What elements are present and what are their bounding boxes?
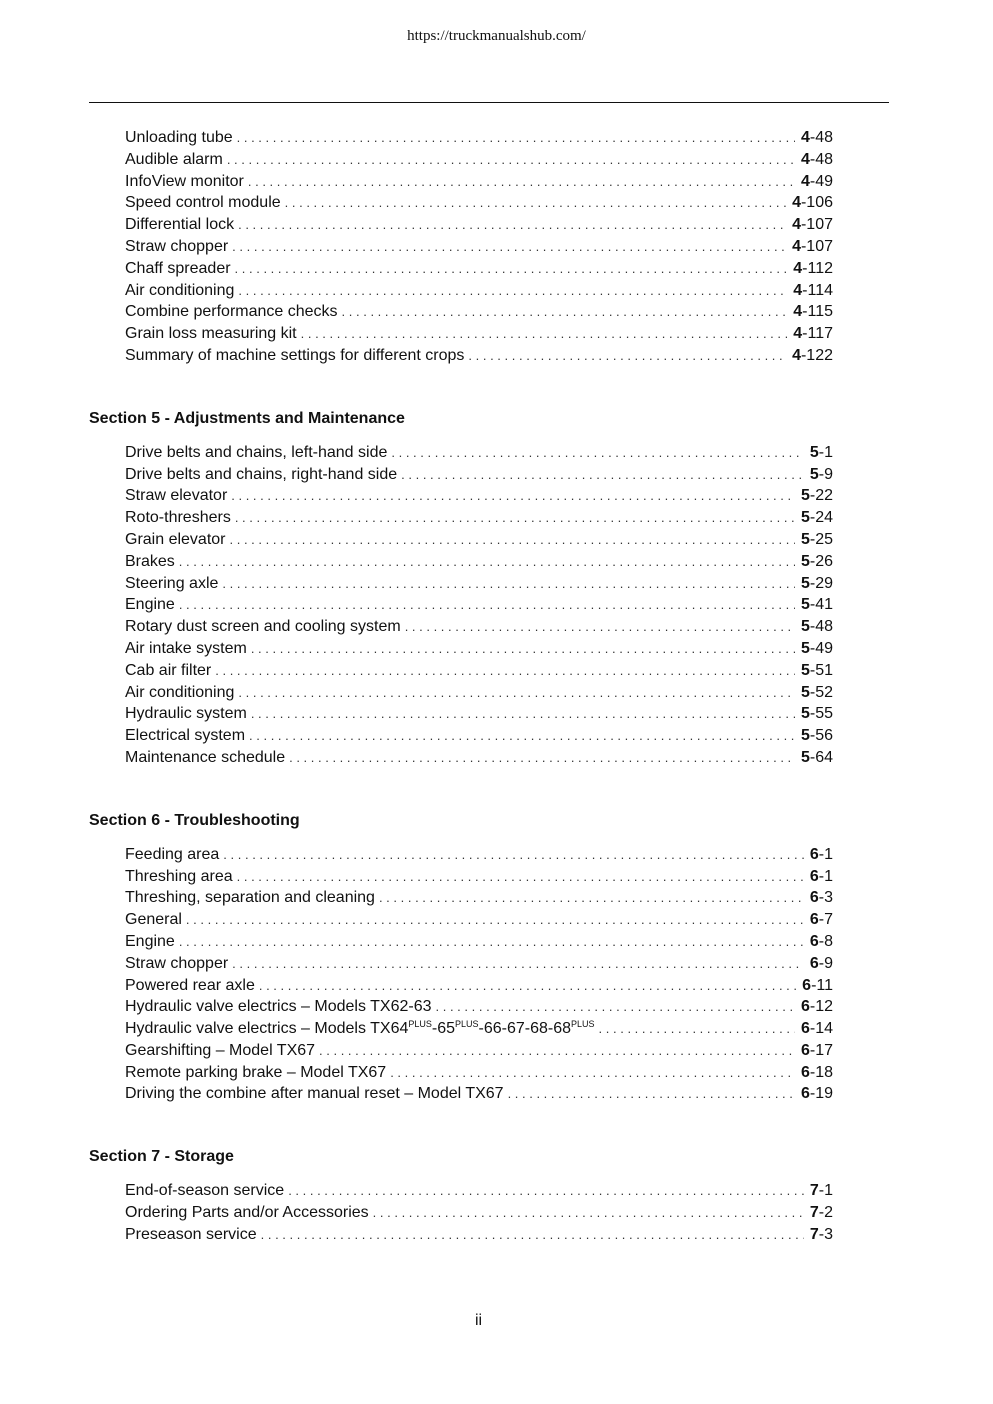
toc-entry (125, 638, 833, 660)
section7-entries (89, 1180, 833, 1245)
dot-leader (237, 127, 795, 149)
toc-entry-page: 7-3 (809, 1225, 833, 1243)
toc-entry-page: 4-117 (793, 325, 833, 343)
toc-entry (125, 594, 833, 616)
dot-leader (249, 725, 795, 747)
toc-entry-label: Gearshifting – Model TX67 (125, 1041, 316, 1059)
toc-entry (125, 703, 833, 725)
toc-entry (125, 323, 833, 345)
dot-leader (289, 747, 795, 769)
dot-leader (373, 1202, 804, 1224)
toc-entry-page: 6-17 (800, 1041, 833, 1059)
toc-entry (125, 866, 833, 888)
toc-entry-page: 4-48 (800, 129, 833, 146)
toc-entry (125, 887, 833, 909)
dot-leader (379, 887, 804, 909)
toc-entry (125, 953, 833, 975)
toc-entry (125, 214, 833, 236)
toc-entry (125, 1018, 833, 1040)
toc-entry-label: Grain elevator (125, 530, 226, 548)
toc-entry-page: 5-9 (809, 465, 833, 483)
toc-entry-label: Preseason service (125, 1225, 257, 1243)
toc-entry (125, 1040, 833, 1062)
toc-entry-page: 4-114 (793, 281, 833, 299)
toc-entry-label: Straw chopper (125, 237, 229, 255)
dot-leader (251, 638, 795, 660)
dot-leader (342, 301, 788, 323)
toc-entry (125, 507, 833, 529)
toc-entry (125, 485, 833, 507)
toc-entry-page: 5-51 (800, 661, 833, 679)
toc-entry (125, 1180, 833, 1202)
toc-entry-page: 6-14 (800, 1020, 833, 1038)
dot-leader (301, 323, 788, 345)
dot-leader (227, 149, 795, 171)
toc-entry-page: 5-26 (800, 552, 833, 570)
dot-leader (285, 192, 786, 214)
dot-leader (251, 703, 795, 725)
dot-leader (231, 485, 795, 507)
toc-entry-label: Brakes (125, 552, 175, 570)
toc-entry-page: 6-7 (809, 911, 833, 929)
toc-entry-label: Hydraulic system (125, 705, 247, 723)
dot-leader (232, 236, 786, 258)
toc-entry-label: Drive belts and chains, right-hand side (125, 465, 398, 483)
toc-entry (125, 1202, 833, 1224)
toc-entry (125, 551, 833, 573)
toc-entry (125, 258, 833, 280)
toc-entry-page: 6-18 (800, 1063, 833, 1081)
section7-title: Section 7 - Storage (89, 1148, 234, 1166)
toc-entry-label: Straw elevator (125, 487, 228, 505)
toc-entry-page: 6-12 (800, 998, 833, 1016)
dot-leader (223, 844, 804, 866)
table-of-contents (89, 127, 833, 1246)
header-rule (89, 102, 889, 103)
toc-entry (125, 616, 833, 638)
toc-entry (125, 573, 833, 595)
toc-entry-page: 7-1 (809, 1182, 833, 1200)
toc-entry-label: Engine (125, 932, 175, 950)
toc-entry-page: 4-106 (792, 194, 833, 212)
toc-entry (125, 529, 833, 551)
toc-entry-page: 5-48 (800, 618, 833, 636)
toc-entry-label: Ordering Parts and/or Accessories (125, 1204, 369, 1222)
toc-entry-label: Threshing area (125, 867, 233, 885)
toc-entry-page: 4-122 (792, 346, 833, 364)
toc-entry-page: 6-3 (809, 889, 833, 907)
dot-leader (237, 866, 804, 888)
toc-entry (125, 1062, 833, 1084)
toc-entry-page: 4-112 (793, 259, 833, 277)
section6-entries (89, 844, 833, 1106)
toc-entry-label: Combine performance checks (125, 303, 338, 321)
toc-entry (125, 660, 833, 682)
toc-entry-label: Differential lock (125, 216, 235, 234)
toc-entry (125, 747, 833, 769)
toc-entry-label: Air conditioning (125, 683, 235, 701)
dot-leader (390, 1062, 795, 1084)
toc-entry-page: 5-29 (800, 574, 833, 592)
toc-entry-page: 5-52 (800, 683, 833, 701)
page-number: ii (474, 1312, 483, 1329)
toc-entry-label: Grain loss measuring kit (125, 325, 297, 343)
toc-entry-label: Feeding area (125, 845, 220, 863)
toc-entry (125, 280, 833, 302)
dot-leader (230, 529, 795, 551)
toc-entry-label: Summary of machine settings for different crops (125, 346, 465, 364)
dot-leader (186, 909, 804, 931)
toc-entry-label: Air intake system (125, 639, 247, 657)
toc-entry-label: Hydraulic valve electrics – Models $TX64^{PLUS}-65^{PLUS}-66-67-68-68^{PLUS}$ (125, 1019, 595, 1038)
dot-leader (436, 996, 795, 1018)
toc-entry (125, 464, 833, 486)
dot-leader (288, 1180, 804, 1202)
dot-leader (248, 171, 795, 193)
toc-entry-page: 5-55 (800, 705, 833, 723)
toc-entry-page: 5-56 (800, 727, 833, 745)
section6-title: Section 6 - Troubleshooting (89, 811, 300, 829)
dot-leader (222, 573, 795, 595)
toc-entry-label: Cab air filter (125, 661, 212, 679)
toc-entry-page: 5-25 (800, 530, 833, 548)
dot-leader (405, 616, 795, 638)
toc-entry (125, 345, 833, 367)
toc-entry (125, 844, 833, 866)
toc-entry-label: End-of-season service (125, 1182, 285, 1200)
dot-leader (215, 660, 795, 682)
dot-leader (599, 1018, 795, 1040)
dot-leader (468, 345, 786, 367)
toc-entry-page: 4-115 (793, 303, 833, 321)
dot-leader (238, 280, 787, 302)
dot-leader (259, 975, 796, 997)
section5-title: Section 5 - Adjustments and Maintenance (89, 409, 405, 427)
dot-leader (238, 214, 786, 236)
toc-entry-label: Maintenance schedule (125, 748, 286, 766)
dot-leader (319, 1040, 795, 1062)
toc-entry-page: 4-48 (800, 150, 833, 168)
superscript-plus: PLUS (571, 1019, 595, 1030)
toc-entry-page: 6-9 (809, 954, 833, 972)
superscript-plus: PLUS (408, 1019, 432, 1030)
toc-entry-page: 7-2 (809, 1204, 833, 1222)
toc-entry-page: 5-41 (800, 596, 833, 614)
toc-entry-label: Audible alarm (125, 150, 223, 168)
toc-entry (125, 975, 833, 997)
toc-entry (125, 1083, 833, 1105)
toc-entry (125, 236, 833, 258)
toc-entry-label: Hydraulic valve electrics – Models TX62-63 (125, 998, 432, 1016)
toc-entry-label: General (125, 911, 182, 929)
toc-entry-page: 6-11 (802, 976, 833, 994)
toc-entry-page: 6-1 (809, 845, 833, 863)
superscript-plus: PLUS (455, 1019, 479, 1030)
toc-entry-label: InfoView monitor (125, 172, 244, 190)
toc-entry-page: 6-1 (809, 867, 833, 885)
section4-entries (89, 127, 833, 367)
toc-entry-label: Rotary dust screen and cooling system (125, 618, 401, 636)
toc-entry-page: 4-107 (792, 216, 833, 234)
toc-entry (125, 909, 833, 931)
toc-entry-page: 5-1 (809, 443, 833, 461)
toc-entry-label: Air conditioning (125, 281, 235, 299)
dot-leader (179, 931, 804, 953)
toc-entry (125, 442, 833, 464)
toc-entry-page: 5-64 (800, 748, 833, 766)
toc-entry-label: Driving the combine after manual reset – Model TX67 (125, 1085, 504, 1103)
toc-entry-label: Electrical system (125, 727, 246, 745)
toc-entry-label: Roto-threshers (125, 509, 231, 527)
toc-entry-page: 4-107 (792, 237, 833, 255)
toc-entry-label: Threshing, separation and cleaning (125, 889, 375, 907)
dot-leader (179, 551, 795, 573)
dot-leader (179, 594, 795, 616)
toc-entry (125, 192, 833, 214)
dot-leader (235, 258, 788, 280)
toc-entry-label: Drive belts and chains, left-hand side (125, 443, 388, 461)
toc-entry-label: Steering axle (125, 574, 219, 592)
toc-entry (125, 149, 833, 171)
toc-entry-label: Unloading tube (125, 129, 233, 146)
dot-leader (401, 464, 804, 486)
toc-entry-page: 5-22 (800, 487, 833, 505)
dot-leader (261, 1224, 804, 1246)
section5-entries (89, 442, 833, 769)
dot-leader (232, 953, 804, 975)
dot-leader (391, 442, 803, 464)
toc-entry (125, 301, 833, 323)
toc-entry (125, 725, 833, 747)
toc-entry-page: 6-8 (809, 932, 833, 950)
toc-entry-label: Speed control module (125, 194, 281, 212)
dot-leader (238, 682, 795, 704)
toc-entry (125, 996, 833, 1018)
toc-entry (125, 171, 833, 193)
toc-entry-page: 6-19 (800, 1085, 833, 1103)
dot-leader (508, 1083, 795, 1105)
toc-entry (125, 682, 833, 704)
toc-entry (125, 127, 833, 149)
toc-entry-label: Straw chopper (125, 954, 229, 972)
toc-entry-label: Chaff spreader (125, 259, 231, 277)
toc-entry-label: Engine (125, 596, 175, 614)
toc-entry-page: 5-24 (800, 509, 833, 527)
toc-entry-page: 5-49 (800, 639, 833, 657)
header-url: https://truckmanualshub.com/ (407, 28, 586, 44)
dot-leader (235, 507, 795, 529)
toc-entry (125, 1224, 833, 1246)
toc-entry-label: Powered rear axle (125, 976, 255, 994)
toc-entry-label: Remote parking brake – Model TX67 (125, 1063, 387, 1081)
toc-entry (125, 931, 833, 953)
toc-entry-page: 4-49 (800, 172, 833, 190)
